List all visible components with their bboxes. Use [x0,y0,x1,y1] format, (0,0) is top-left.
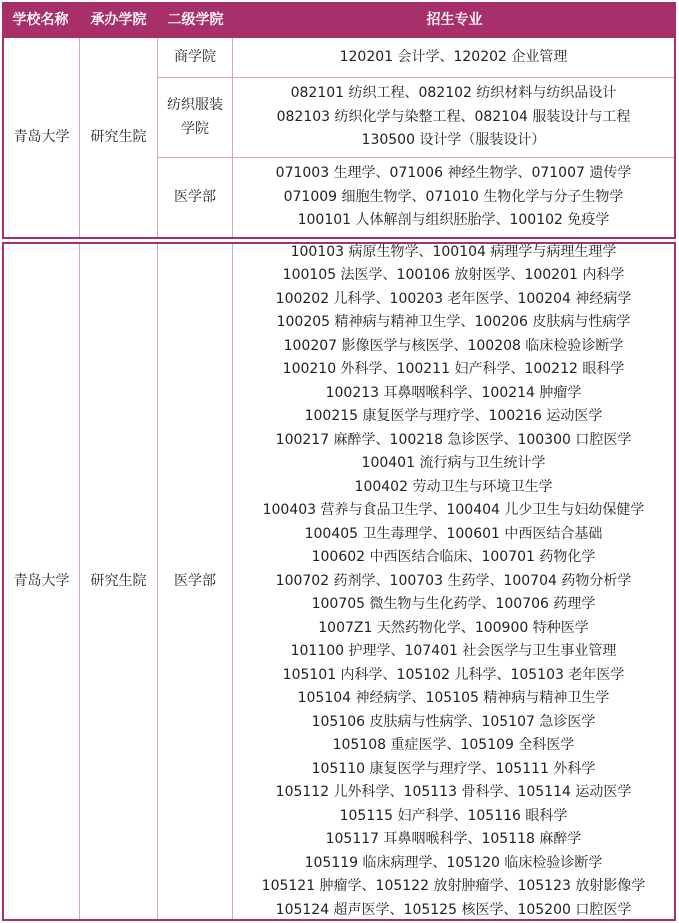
major-line: 101100 护理学、107401 社会医学与卫生事业管理 [290,643,617,660]
table2-college: 研究生院 [90,572,147,589]
major-line: 100401 流行病与卫生统计学 [361,455,546,472]
sub-college-label: 商学院 [174,48,216,65]
major-line: 105115 妇产科学、105116 眼科学 [339,807,568,824]
major-line: 071009 细胞生物学、071010 生物化学与分子生物学 [283,188,624,205]
major-line: 105121 肿瘤学、105122 放射肿瘤学、105123 放射影像学 [261,878,646,895]
table1-majors-business [233,38,674,77]
major-line: 100405 卫生毒理学、100601 中西医结合基础 [304,525,603,542]
major-line: 071003 生理学、071006 神经生物学、071007 遗传学 [275,165,632,182]
major-line: 100702 药剂学、100703 生药学、100704 药物分析学 [275,572,632,589]
table1-college: 研究生院 [90,128,147,145]
major-line: 100705 微生物与生化药学、100706 药理学 [311,596,596,613]
table1-sub-college-business [158,38,232,77]
major-line: 100403 营养与食品卫生学、100404 儿少卫生与妇幼保健学 [262,502,645,519]
major-line: 105119 临床病理学、105120 临床检验诊断学 [304,854,603,871]
table2-sub-college: 医学部 [174,572,216,589]
sub-college-label: 纺织服装学院 [167,97,223,137]
table1-sub-college-medical [158,158,232,237]
major-line: 100215 康复医学与理疗学、100216 运动医学 [304,408,603,425]
sub-college-label: 医学部 [174,188,216,205]
table2-school: 青岛大学 [13,572,70,589]
table1-sub-college-textile [158,78,232,157]
major-line: 082101 纺织工程、082102 纺织材料与纺织品设计 [290,85,617,102]
table1-majors-medical [233,158,674,237]
major-line: 105106 皮肤病与性病学、105107 急诊医学 [311,713,596,730]
major-line: 100101 人体解剖与组织胚胎学、100102 免疫学 [297,212,610,229]
major-line: 100213 耳鼻咽喉科学、100214 肿瘤学 [325,384,582,401]
major-line: 130500 设计学（服装设计） [361,132,546,149]
major-line: 100205 精神病与精神卫生学、100206 皮肤病与性病学 [276,314,631,331]
table1-majors-textile [233,78,674,157]
table-header [2,2,676,38]
major-line: 105101 内科学、105102 儿科学、105103 老年医学 [282,666,625,683]
table2-majors [233,244,674,919]
major-line: 120201 会计学、120202 企业管理 [339,48,568,65]
major-line: 105108 重症医学、105109 全科医学 [332,737,575,754]
major-line: 100210 外科学、100211 妇产科学、100212 眼科学 [282,361,625,378]
majors-list [262,241,646,923]
major-line: 105117 耳鼻咽喉科学、105118 麻醉学 [325,831,582,848]
major-line: 100402 劳动卫生与环境卫生学 [354,478,553,495]
major-line: 100217 麻醉学、100218 急诊医学、100300 口腔医学 [275,431,632,448]
major-line: 105112 儿外科学、105113 骨科学、105114 运动医学 [275,784,632,801]
major-line: 100602 中西医结合临床、100701 药物化学 [311,549,596,566]
table1-school: 青岛大学 [13,128,70,145]
major-line: 105124 超声医学、105125 核医学、105200 口腔医学 [275,901,632,918]
header-majors: 招生专业 [426,12,483,28]
major-line: 100103 病原生物学、100104 病理学与病理生理学 [290,243,617,260]
major-line: 1007Z1 天然药物化学、100900 特种医学 [318,619,589,636]
header-sub-college: 二级学院 [167,12,224,28]
header-school: 学校名称 [12,12,69,28]
major-line: 100105 法医学、100106 放射医学、100201 内科学 [282,267,625,284]
major-line: 105104 神经病学、105105 精神病与精神卫生学 [297,690,610,707]
major-line: 100202 儿科学、100203 老年医学、100204 神经病学 [275,290,632,307]
major-line: 082103 纺织化学与染整工程、082104 服装设计与工程 [276,108,631,125]
header-college: 承办学院 [90,12,147,28]
major-line: 105110 康复医学与理疗学、105111 外科学 [311,760,596,777]
major-line: 100207 影像医学与核医学、100208 临床检验诊断学 [283,337,624,354]
